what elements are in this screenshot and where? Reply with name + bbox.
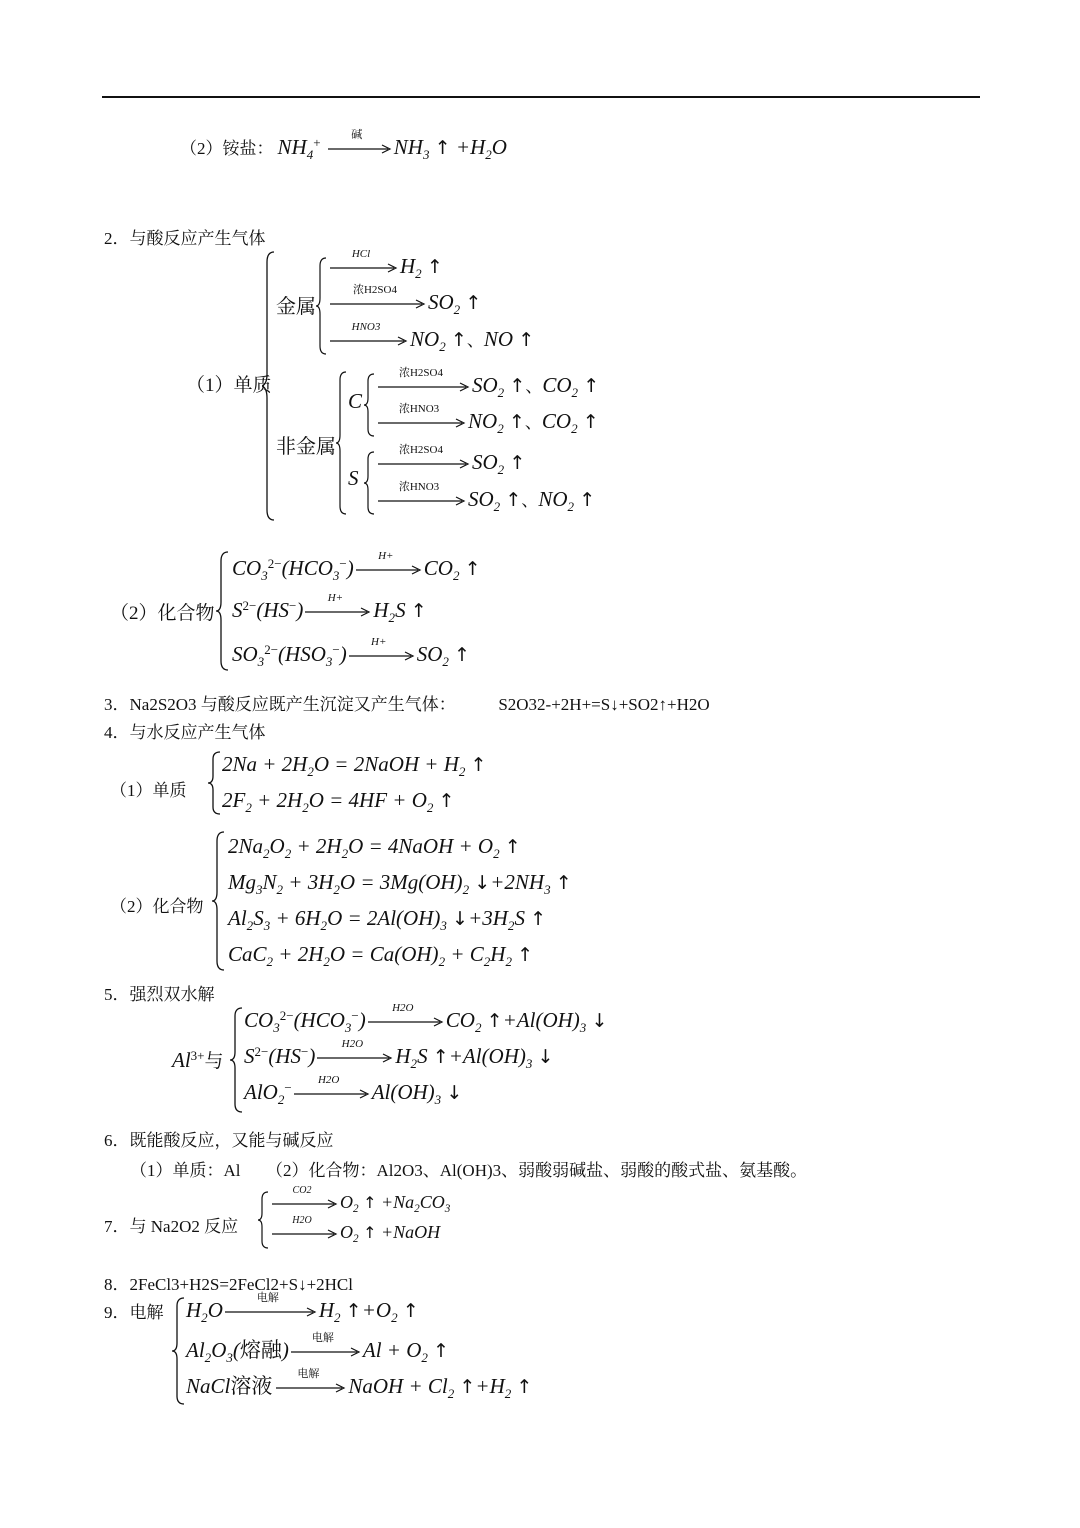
water-electrolysis-eq: $H_2O$ 电解 $H_2$ $↑+O_2$ ↑ [186,1292,419,1325]
f2-water-eq: $2F_2 + 2H_2O = 4HF + O_2$ ↑ [222,788,455,815]
s7-title: 7．与 Na2O2 反应 [104,1217,239,1236]
ammonium-equation: $NH_4^+$ 碱 $NH_3$ ↑ $+H_2O$ [277,129,507,162]
c-label: C [348,389,363,413]
metal-hno3-eq: HNO3 $NO_2$ ↑、NO ↑ [328,326,534,352]
reaction-arrow: HCl [330,263,398,273]
s3-eq: S2O32-+2H+=S↓+SO2↑+H2O [498,695,710,714]
reaction-arrow: H2O [272,1229,338,1239]
al-alo2-eq: AlO$_2$− H2O $Al(OH)_3$ ↓ [244,1074,463,1107]
s3-text: 3．Na2S2O3 与酸反应既产生沉淀又产生气体： [104,695,456,714]
na-water-eq: $2Na + 2H_2O$ = 2NaOH + $H_2$ ↑ [222,752,487,779]
cac2-water-eq: $CaC_2 + 2H_2O = Ca(OH)_2 + C_2H_2$ ↑ [228,942,534,969]
brace [336,370,348,516]
brace [258,1190,270,1250]
na2o2-h2o-eq: H2O $O_2$ ↑ +NaOH [270,1222,440,1243]
s3-line [104,690,710,715]
al3-label: $Al^{3+}$与 [172,1047,224,1072]
reaction-arrow: 浓HNO3 [378,418,466,428]
s2-p1-label: （1）单质 [186,375,272,396]
reaction-arrow: 浓HNO3 [378,496,466,506]
s6-title: 6．既能酸反应，又能与碱反应 [104,1131,334,1150]
brace [316,256,328,356]
c-h2so4-eq: 浓H2SO4 $SO_2$ ↑、$CO_2$ ↑ [376,372,599,398]
s4-title: 4．与水反应产生气体 [104,723,266,742]
s4-p2-label: （2）化合物 [110,897,204,916]
metal-hcl-eq: HCl $H_2$ ↑ [328,254,443,279]
reaction-arrow: 电解 [291,1347,361,1357]
ammonium-label: （2）铵盐： [180,139,274,158]
reaction-arrow: H2O [317,1053,393,1063]
s6-line: （1）单质：Al （2）化合物：Al2O3、Al(OH)3、弱酸弱碱盐、弱酸的酸式盐、氨基酸。 [130,1161,808,1180]
brace [208,750,222,816]
ammonium-line [180,129,507,162]
s8-line: 8．2FeCl3+H2S=2FeCl2+S↓+2HCl [104,1275,353,1294]
reaction-arrow: 碱 [328,144,392,154]
reaction-arrow: HNO3 [330,336,408,346]
metal-label: 金属 [276,296,316,318]
s2-p2-label: （2）化合物 [110,603,215,624]
sulfite-eq: $SO_3^{2-}(HSO_3^-)$ H+ $SO_2$ ↑ [232,636,471,669]
na2o2-water-eq: $2Na_2O_2 + 2H_2O$ = 4NaOH + $O_2$ ↑ [228,834,521,861]
na2o2-co2-eq: CO2 $O_2$ ↑ $+Na_2CO_3$ [270,1192,450,1213]
reaction-arrow: 电解 [225,1307,317,1317]
carbonate-eq: $CO_3^{2-}(HCO_3^-)$ H+ $CO_2$ ↑ [232,550,481,583]
reaction-arrow: 浓H2SO4 [378,382,470,392]
s5-title: 5．强烈双水解 [104,985,215,1004]
s4-p1-label: （1）单质 [110,781,187,800]
reaction-arrow: 电解 [276,1383,346,1393]
brace [172,1296,186,1406]
brace [212,830,226,972]
s9-title: 9．电解 [104,1303,164,1322]
nacl-electrolysis-eq: NaCl溶液 电解 NaOH + $Cl_2$ $↑+H_2$ ↑ [186,1368,533,1401]
c-hno3-eq: 浓HNO3 $NO_2$ ↑、$CO_2$ ↑ [376,408,599,434]
al-sulfide-eq: $S^{2-}(HS^-)$ H2O $H_2S$ $↑+Al(OH)_3$ ↓ [244,1038,554,1071]
al2s3-water-eq: $Al_2S_3 + 6H_2O = 2Al(OH)_3$ $↓+3H_2S$ ↑ [228,906,547,933]
s-h2so4-eq: 浓H2SO4 $SO_2$ ↑ [376,450,525,475]
reaction-arrow: H2O [294,1089,370,1099]
s-hno3-eq: 浓HNO3 $SO_2$ ↑、$NO_2$ ↑ [376,486,595,512]
al-carbonate-eq: $CO_3^{2-}(HCO_3^-)$ H2O $CO_2$ $↑+Al(OH)_3$ ↓ [244,1002,608,1035]
metal-h2so4-eq: 浓H2SO4 $SO_2$ ↑ [328,290,481,315]
reaction-arrow: CO2 [272,1199,338,1209]
sulfide-eq: $S^{2-}(HS^-)$ H+ $H_2S$ ↑ [232,592,427,625]
brace [216,550,230,672]
s-label: S [348,466,359,490]
al2o3-electrolysis-eq: $Al_2O_3$(熔融) 电解 $Al + O_2$ ↑ [186,1332,450,1365]
brace [364,450,376,516]
nonmetal-label: 非金属 [276,436,336,458]
reaction-arrow: H+ [305,607,371,617]
reaction-arrow: H+ [356,565,422,575]
brace [364,372,376,438]
brace [230,1006,244,1114]
reaction-arrow: H2O [368,1017,444,1027]
reaction-arrow: 浓H2SO4 [330,299,426,309]
s2-title: 2．与酸反应产生气体 [104,229,266,248]
reaction-arrow: H+ [349,651,415,661]
mg3n2-water-eq: $Mg_3N_2 + 3H_2O = 3Mg(OH)_2$ $↓+2NH_3$ ↑ [228,870,572,897]
reaction-arrow: 浓H2SO4 [378,459,470,469]
header-rule [102,96,980,98]
